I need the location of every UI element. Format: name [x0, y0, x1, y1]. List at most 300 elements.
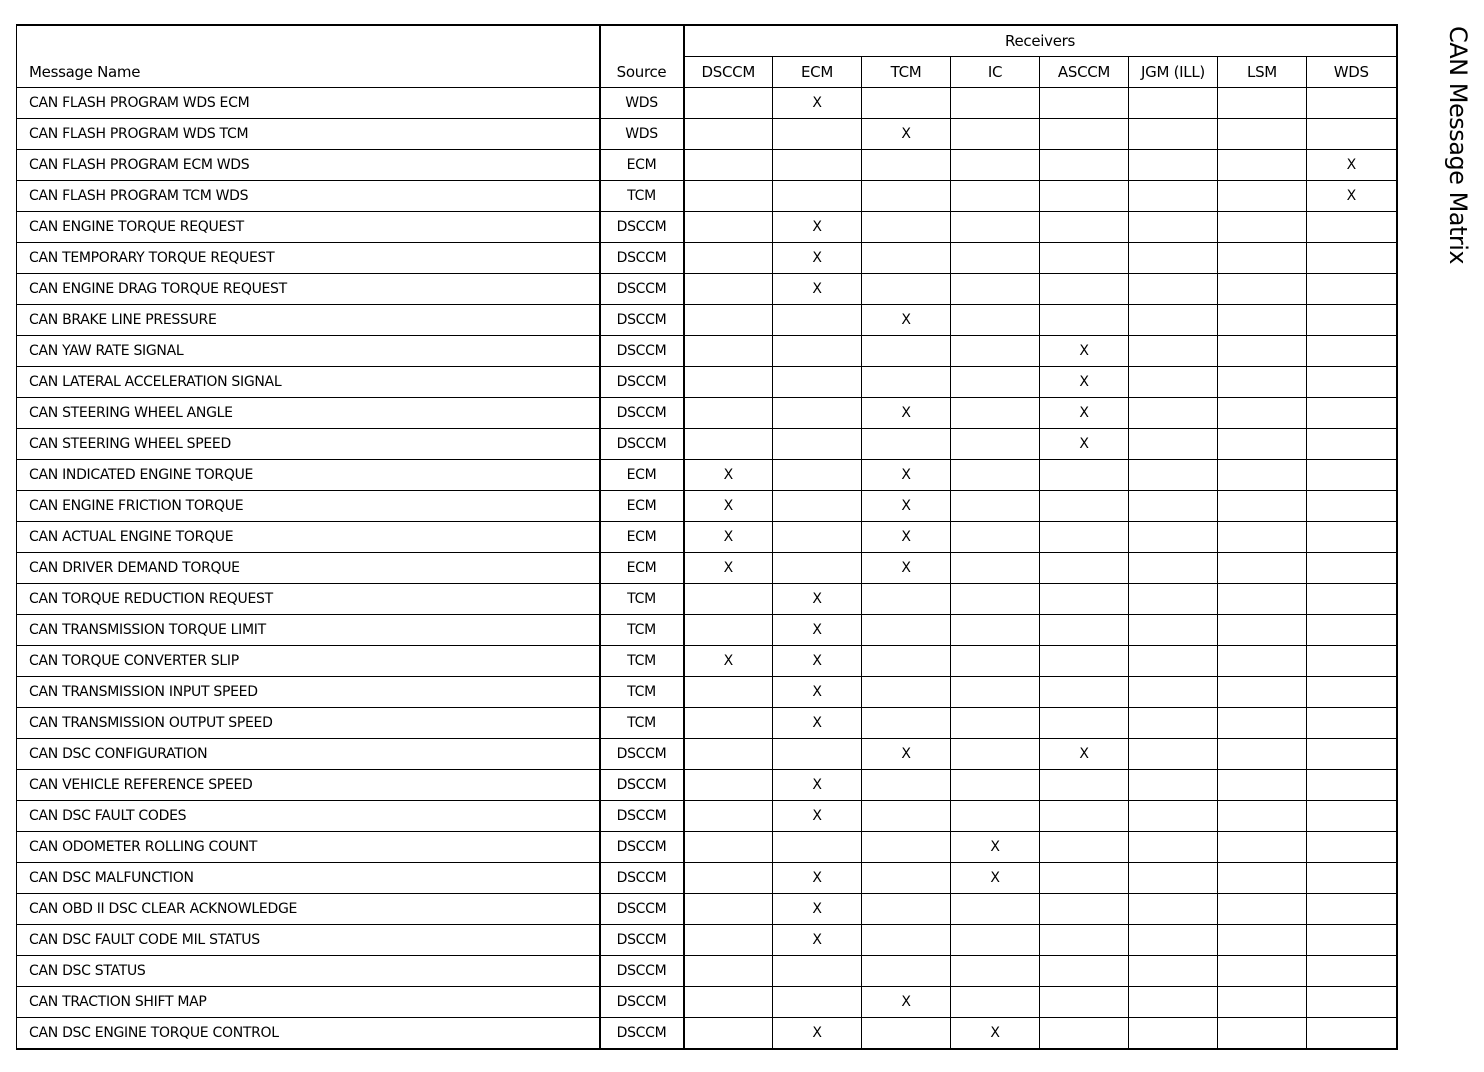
receiver-mark-cell [1040, 584, 1129, 615]
receiver-mark-cell: X [773, 646, 862, 677]
receiver-mark-cell: X [773, 1018, 862, 1049]
receiver-mark-cell [684, 801, 773, 832]
message-name-cell: CAN TRANSMISSION INPUT SPEED [17, 677, 600, 708]
receiver-mark-cell: X [862, 119, 951, 150]
table-row [17, 522, 1397, 553]
receiver-mark-cell [951, 677, 1040, 708]
receiver-mark-cell: X [862, 739, 951, 770]
receiver-mark-cell [1218, 708, 1307, 739]
receiver-mark-cell: X [1307, 181, 1397, 212]
message-name-cell: CAN TORQUE CONVERTER SLIP [17, 646, 600, 677]
source-cell: DSCCM [600, 956, 684, 987]
receiver-mark-cell [862, 615, 951, 646]
source-cell: DSCCM [600, 894, 684, 925]
receiver-mark-cell [1129, 925, 1218, 956]
receiver-mark-cell [1307, 832, 1397, 863]
receiver-mark-cell [684, 150, 773, 181]
table-row [17, 708, 1397, 739]
receiver-mark-cell [1307, 336, 1397, 367]
table-row [17, 894, 1397, 925]
receiver-mark-cell: X [773, 801, 862, 832]
receiver-mark-cell [1218, 987, 1307, 1018]
receiver-mark-cell [1307, 88, 1397, 119]
receiver-mark-cell [951, 274, 1040, 305]
table-body [17, 88, 1397, 1049]
receiver-mark-cell [1129, 956, 1218, 987]
receiver-mark-cell [773, 553, 862, 584]
receiver-mark-cell: X [1040, 429, 1129, 460]
message-name-cell: CAN ENGINE FRICTION TORQUE [17, 491, 600, 522]
receiver-mark-cell [1040, 181, 1129, 212]
receiver-mark-cell [773, 739, 862, 770]
receiver-mark-cell [1218, 274, 1307, 305]
receiver-mark-cell [1129, 150, 1218, 181]
receiver-mark-cell [1129, 88, 1218, 119]
receiver-mark-cell [1218, 150, 1307, 181]
message-name-cell: CAN TRANSMISSION TORQUE LIMIT [17, 615, 600, 646]
receiver-mark-cell [1218, 677, 1307, 708]
source-cell: DSCCM [600, 770, 684, 801]
receiver-mark-cell [1040, 522, 1129, 553]
receiver-mark-cell [862, 832, 951, 863]
source-cell: DSCCM [600, 336, 684, 367]
receiver-mark-cell [684, 987, 773, 1018]
receiver-mark-cell [1040, 305, 1129, 336]
receiver-mark-cell [1307, 739, 1397, 770]
table-row [17, 956, 1397, 987]
receiver-mark-cell [1307, 708, 1397, 739]
table-row [17, 150, 1397, 181]
receiver-mark-cell [773, 987, 862, 1018]
message-name-cell: CAN FLASH PROGRAM ECM WDS [17, 150, 600, 181]
source-cell: WDS [600, 119, 684, 150]
receiver-mark-cell [1307, 677, 1397, 708]
receiver-mark-cell [684, 212, 773, 243]
receiver-mark-cell [1307, 553, 1397, 584]
source-cell: DSCCM [600, 429, 684, 460]
receiver-mark-cell [1129, 212, 1218, 243]
receiver-mark-cell [684, 677, 773, 708]
source-cell: DSCCM [600, 739, 684, 770]
receiver-mark-cell: X [862, 522, 951, 553]
table-row [17, 243, 1397, 274]
receiver-mark-cell: X [1040, 336, 1129, 367]
receiver-mark-cell [1040, 770, 1129, 801]
source-cell: TCM [600, 708, 684, 739]
message-name-cell: CAN DSC STATUS [17, 956, 600, 987]
source-cell: DSCCM [600, 367, 684, 398]
receiver-mark-cell [1307, 894, 1397, 925]
receiver-mark-cell [862, 894, 951, 925]
receiver-mark-cell [1307, 1018, 1397, 1049]
receiver-mark-cell [1218, 956, 1307, 987]
message-name-cell: CAN DSC FAULT CODE MIL STATUS [17, 925, 600, 956]
receiver-mark-cell: X [684, 553, 773, 584]
message-name-cell: CAN VEHICLE REFERENCE SPEED [17, 770, 600, 801]
receiver-mark-cell [1218, 491, 1307, 522]
message-name-cell: CAN DSC ENGINE TORQUE CONTROL [17, 1018, 600, 1049]
receiver-mark-cell [1307, 584, 1397, 615]
message-name-cell: CAN FLASH PROGRAM WDS ECM [17, 88, 600, 119]
table-row [17, 801, 1397, 832]
receiver-mark-cell [1040, 925, 1129, 956]
table-row [17, 491, 1397, 522]
table-row [17, 274, 1397, 305]
receiver-mark-cell [684, 243, 773, 274]
receiver-mark-cell [1307, 274, 1397, 305]
receiver-mark-cell [951, 88, 1040, 119]
receiver-mark-cell [1040, 274, 1129, 305]
receiver-mark-cell [862, 243, 951, 274]
table-row [17, 336, 1397, 367]
receiver-column-header: ASCCM [1040, 57, 1129, 88]
source-cell: DSCCM [600, 243, 684, 274]
receiver-column-header: LSM [1218, 57, 1307, 88]
receiver-mark-cell [862, 429, 951, 460]
receiver-mark-cell [1218, 925, 1307, 956]
receiver-mark-cell [1218, 801, 1307, 832]
receiver-mark-cell [862, 863, 951, 894]
receiver-mark-cell [1307, 398, 1397, 429]
receiver-mark-cell [1040, 553, 1129, 584]
receiver-mark-cell [773, 305, 862, 336]
table-header [17, 25, 1397, 88]
receiver-mark-cell [1040, 708, 1129, 739]
receiver-mark-cell [1129, 336, 1218, 367]
receiver-mark-cell: X [951, 1018, 1040, 1049]
receiver-mark-cell [862, 801, 951, 832]
message-name-cell: CAN TRANSMISSION OUTPUT SPEED [17, 708, 600, 739]
message-name-cell: CAN ODOMETER ROLLING COUNT [17, 832, 600, 863]
receiver-mark-cell [1040, 212, 1129, 243]
receiver-mark-cell [773, 522, 862, 553]
receiver-mark-cell [773, 832, 862, 863]
source-header: Source [600, 25, 684, 88]
source-cell: ECM [600, 491, 684, 522]
receiver-mark-cell [951, 739, 1040, 770]
table-row [17, 863, 1397, 894]
receiver-mark-cell [951, 491, 1040, 522]
receiver-mark-cell [1129, 708, 1218, 739]
receiver-mark-cell [684, 398, 773, 429]
receiver-mark-cell [773, 367, 862, 398]
message-name-cell: CAN STEERING WHEEL SPEED [17, 429, 600, 460]
receiver-mark-cell: X [773, 88, 862, 119]
receiver-mark-cell [862, 336, 951, 367]
receiver-mark-cell [1129, 894, 1218, 925]
receiver-mark-cell: X [862, 491, 951, 522]
source-cell: TCM [600, 584, 684, 615]
receiver-mark-cell: X [862, 460, 951, 491]
receiver-mark-cell [1129, 119, 1218, 150]
receiver-mark-cell: X [684, 491, 773, 522]
receiver-mark-cell: X [773, 894, 862, 925]
receiver-mark-cell [1218, 553, 1307, 584]
source-cell: DSCCM [600, 832, 684, 863]
message-name-cell: CAN FLASH PROGRAM WDS TCM [17, 119, 600, 150]
receiver-mark-cell [1129, 429, 1218, 460]
receiver-mark-cell [1218, 243, 1307, 274]
receiver-mark-cell [1307, 646, 1397, 677]
receiver-mark-cell [684, 894, 773, 925]
message-name-cell: CAN OBD II DSC CLEAR ACKNOWLEDGE [17, 894, 600, 925]
receiver-mark-cell [1218, 212, 1307, 243]
receiver-mark-cell [1129, 398, 1218, 429]
message-name-cell: CAN YAW RATE SIGNAL [17, 336, 600, 367]
table-row [17, 832, 1397, 863]
message-name-cell: CAN ACTUAL ENGINE TORQUE [17, 522, 600, 553]
receiver-mark-cell [684, 429, 773, 460]
receiver-mark-cell [1129, 863, 1218, 894]
receiver-mark-cell [862, 88, 951, 119]
message-name-cell: CAN DSC CONFIGURATION [17, 739, 600, 770]
receiver-mark-cell [951, 801, 1040, 832]
receiver-mark-cell [1129, 274, 1218, 305]
source-cell: TCM [600, 615, 684, 646]
receiver-mark-cell [684, 770, 773, 801]
receiver-mark-cell [1218, 522, 1307, 553]
message-name-cell: CAN LATERAL ACCELERATION SIGNAL [17, 367, 600, 398]
receiver-mark-cell: X [862, 553, 951, 584]
message-name-cell: CAN ENGINE TORQUE REQUEST [17, 212, 600, 243]
receiver-mark-cell [1040, 150, 1129, 181]
table-row [17, 88, 1397, 119]
receiver-mark-cell [684, 1018, 773, 1049]
receiver-mark-cell [951, 243, 1040, 274]
receiver-mark-cell [1129, 584, 1218, 615]
receiver-mark-cell: X [1040, 367, 1129, 398]
can-message-matrix-table [16, 24, 1398, 1050]
receiver-mark-cell [1040, 460, 1129, 491]
receiver-mark-cell [1129, 832, 1218, 863]
receiver-mark-cell [1129, 367, 1218, 398]
receiver-mark-cell [862, 212, 951, 243]
receiver-mark-cell [684, 739, 773, 770]
receiver-mark-cell [1129, 801, 1218, 832]
receiver-mark-cell [1040, 615, 1129, 646]
receiver-mark-cell [1040, 1018, 1129, 1049]
receiver-mark-cell [862, 956, 951, 987]
receiver-mark-cell [862, 274, 951, 305]
receiver-mark-cell [1307, 305, 1397, 336]
receiver-mark-cell [1129, 181, 1218, 212]
receiver-mark-cell [1307, 491, 1397, 522]
receiver-mark-cell [862, 181, 951, 212]
table-row [17, 1018, 1397, 1049]
receiver-mark-cell: X [773, 243, 862, 274]
receiver-mark-cell [684, 925, 773, 956]
receiver-mark-cell: X [773, 708, 862, 739]
source-cell: WDS [600, 88, 684, 119]
receiver-mark-cell [951, 119, 1040, 150]
receiver-mark-cell [951, 150, 1040, 181]
receiver-mark-cell [684, 336, 773, 367]
table-row [17, 212, 1397, 243]
table-row [17, 553, 1397, 584]
receiver-mark-cell [1129, 646, 1218, 677]
message-name-cell: CAN INDICATED ENGINE TORQUE [17, 460, 600, 491]
receiver-mark-cell [1218, 305, 1307, 336]
receiver-mark-cell [951, 429, 1040, 460]
receiver-mark-cell [1307, 987, 1397, 1018]
receiver-mark-cell: X [773, 770, 862, 801]
receiver-mark-cell [1129, 615, 1218, 646]
receiver-mark-cell [1218, 1018, 1307, 1049]
receiver-mark-cell [951, 181, 1040, 212]
receiver-mark-cell [773, 398, 862, 429]
receiver-mark-cell: X [951, 832, 1040, 863]
receiver-mark-cell [862, 150, 951, 181]
receiver-mark-cell [684, 181, 773, 212]
receiver-mark-cell: X [684, 646, 773, 677]
source-cell: DSCCM [600, 801, 684, 832]
receiver-mark-cell [684, 274, 773, 305]
receiver-mark-cell [951, 212, 1040, 243]
table-row [17, 584, 1397, 615]
receiver-mark-cell [1218, 832, 1307, 863]
source-cell: DSCCM [600, 274, 684, 305]
receiver-mark-cell [1218, 646, 1307, 677]
message-name-cell: CAN BRAKE LINE PRESSURE [17, 305, 600, 336]
receiver-mark-cell [1218, 181, 1307, 212]
receiver-mark-cell [951, 708, 1040, 739]
receiver-column-header: ECM [773, 57, 862, 88]
table-row [17, 460, 1397, 491]
source-cell: TCM [600, 646, 684, 677]
receiver-mark-cell [1129, 770, 1218, 801]
receiver-column-header: WDS [1307, 57, 1397, 88]
receiver-mark-cell [1040, 88, 1129, 119]
receiver-mark-cell [773, 956, 862, 987]
table-row [17, 646, 1397, 677]
receiver-mark-cell [1307, 770, 1397, 801]
receiver-mark-cell [1218, 336, 1307, 367]
receiver-mark-cell [951, 615, 1040, 646]
table-row [17, 677, 1397, 708]
source-cell: DSCCM [600, 925, 684, 956]
receiver-mark-cell [684, 584, 773, 615]
receiver-mark-cell [1218, 770, 1307, 801]
receiver-mark-cell [862, 1018, 951, 1049]
receiver-mark-cell [684, 615, 773, 646]
table-row [17, 615, 1397, 646]
receiver-mark-cell [1040, 243, 1129, 274]
receiver-mark-cell [1218, 739, 1307, 770]
receiver-mark-cell [773, 491, 862, 522]
receiver-mark-cell [951, 336, 1040, 367]
source-cell: DSCCM [600, 987, 684, 1018]
receiver-mark-cell [1307, 367, 1397, 398]
receiver-mark-cell: X [773, 584, 862, 615]
receiver-mark-cell [1040, 646, 1129, 677]
message-name-cell: CAN TRACTION SHIFT MAP [17, 987, 600, 1018]
receiver-mark-cell [1129, 243, 1218, 274]
receiver-mark-cell [1040, 956, 1129, 987]
receiver-mark-cell [951, 584, 1040, 615]
receiver-mark-cell [684, 832, 773, 863]
receiver-mark-cell [684, 88, 773, 119]
receiver-mark-cell [1307, 615, 1397, 646]
receiver-mark-cell [773, 119, 862, 150]
receiver-mark-cell [684, 863, 773, 894]
table-row [17, 305, 1397, 336]
receiver-mark-cell [862, 646, 951, 677]
receiver-mark-cell [951, 646, 1040, 677]
receiver-mark-cell: X [773, 615, 862, 646]
receiver-mark-cell [773, 429, 862, 460]
receiver-mark-cell [862, 708, 951, 739]
source-cell: TCM [600, 181, 684, 212]
receiver-mark-cell: X [862, 305, 951, 336]
receiver-mark-cell [862, 367, 951, 398]
receiver-mark-cell [1129, 1018, 1218, 1049]
receiver-mark-cell [1040, 801, 1129, 832]
receiver-mark-cell [1307, 460, 1397, 491]
message-name-header: Message Name [17, 25, 600, 88]
receiver-mark-cell [951, 987, 1040, 1018]
receiver-mark-cell [951, 925, 1040, 956]
receiver-mark-cell [1040, 894, 1129, 925]
message-name-cell: CAN DSC FAULT CODES [17, 801, 600, 832]
table-row [17, 770, 1397, 801]
receiver-mark-cell: X [1307, 150, 1397, 181]
receiver-mark-cell [1218, 398, 1307, 429]
receiver-mark-cell [1218, 429, 1307, 460]
receiver-mark-cell [1218, 863, 1307, 894]
source-cell: DSCCM [600, 398, 684, 429]
receiver-mark-cell [862, 677, 951, 708]
receiver-mark-cell: X [773, 925, 862, 956]
receiver-mark-cell [1129, 987, 1218, 1018]
source-cell: DSCCM [600, 305, 684, 336]
receiver-mark-cell [1218, 894, 1307, 925]
receiver-mark-cell [684, 708, 773, 739]
receiver-mark-cell [773, 460, 862, 491]
table-row [17, 739, 1397, 770]
receiver-mark-cell [1129, 491, 1218, 522]
receiver-mark-cell [684, 367, 773, 398]
receiver-mark-cell [1307, 925, 1397, 956]
receiver-column-header: TCM [862, 57, 951, 88]
receiver-mark-cell [773, 181, 862, 212]
receiver-mark-cell [773, 150, 862, 181]
receiver-mark-cell [1218, 88, 1307, 119]
receiver-mark-cell [951, 770, 1040, 801]
source-cell: DSCCM [600, 212, 684, 243]
table-row [17, 925, 1397, 956]
receiver-mark-cell: X [773, 212, 862, 243]
receiver-column-header: JGM (ILL) [1129, 57, 1218, 88]
receiver-mark-cell [1040, 832, 1129, 863]
source-cell: ECM [600, 553, 684, 584]
receiver-mark-cell [951, 367, 1040, 398]
receiver-mark-cell [951, 398, 1040, 429]
message-name-cell: CAN FLASH PROGRAM TCM WDS [17, 181, 600, 212]
receiver-mark-cell [1307, 243, 1397, 274]
receiver-mark-cell: X [1040, 739, 1129, 770]
receiver-mark-cell [951, 956, 1040, 987]
receiver-mark-cell [1307, 119, 1397, 150]
receiver-mark-cell: X [773, 274, 862, 305]
receiver-mark-cell [1129, 677, 1218, 708]
receiver-mark-cell [1307, 863, 1397, 894]
source-cell: DSCCM [600, 863, 684, 894]
receiver-mark-cell: X [1040, 398, 1129, 429]
receiver-mark-cell [951, 553, 1040, 584]
receiver-mark-cell [1129, 305, 1218, 336]
receiver-mark-cell [1129, 460, 1218, 491]
receiver-mark-cell [1040, 491, 1129, 522]
